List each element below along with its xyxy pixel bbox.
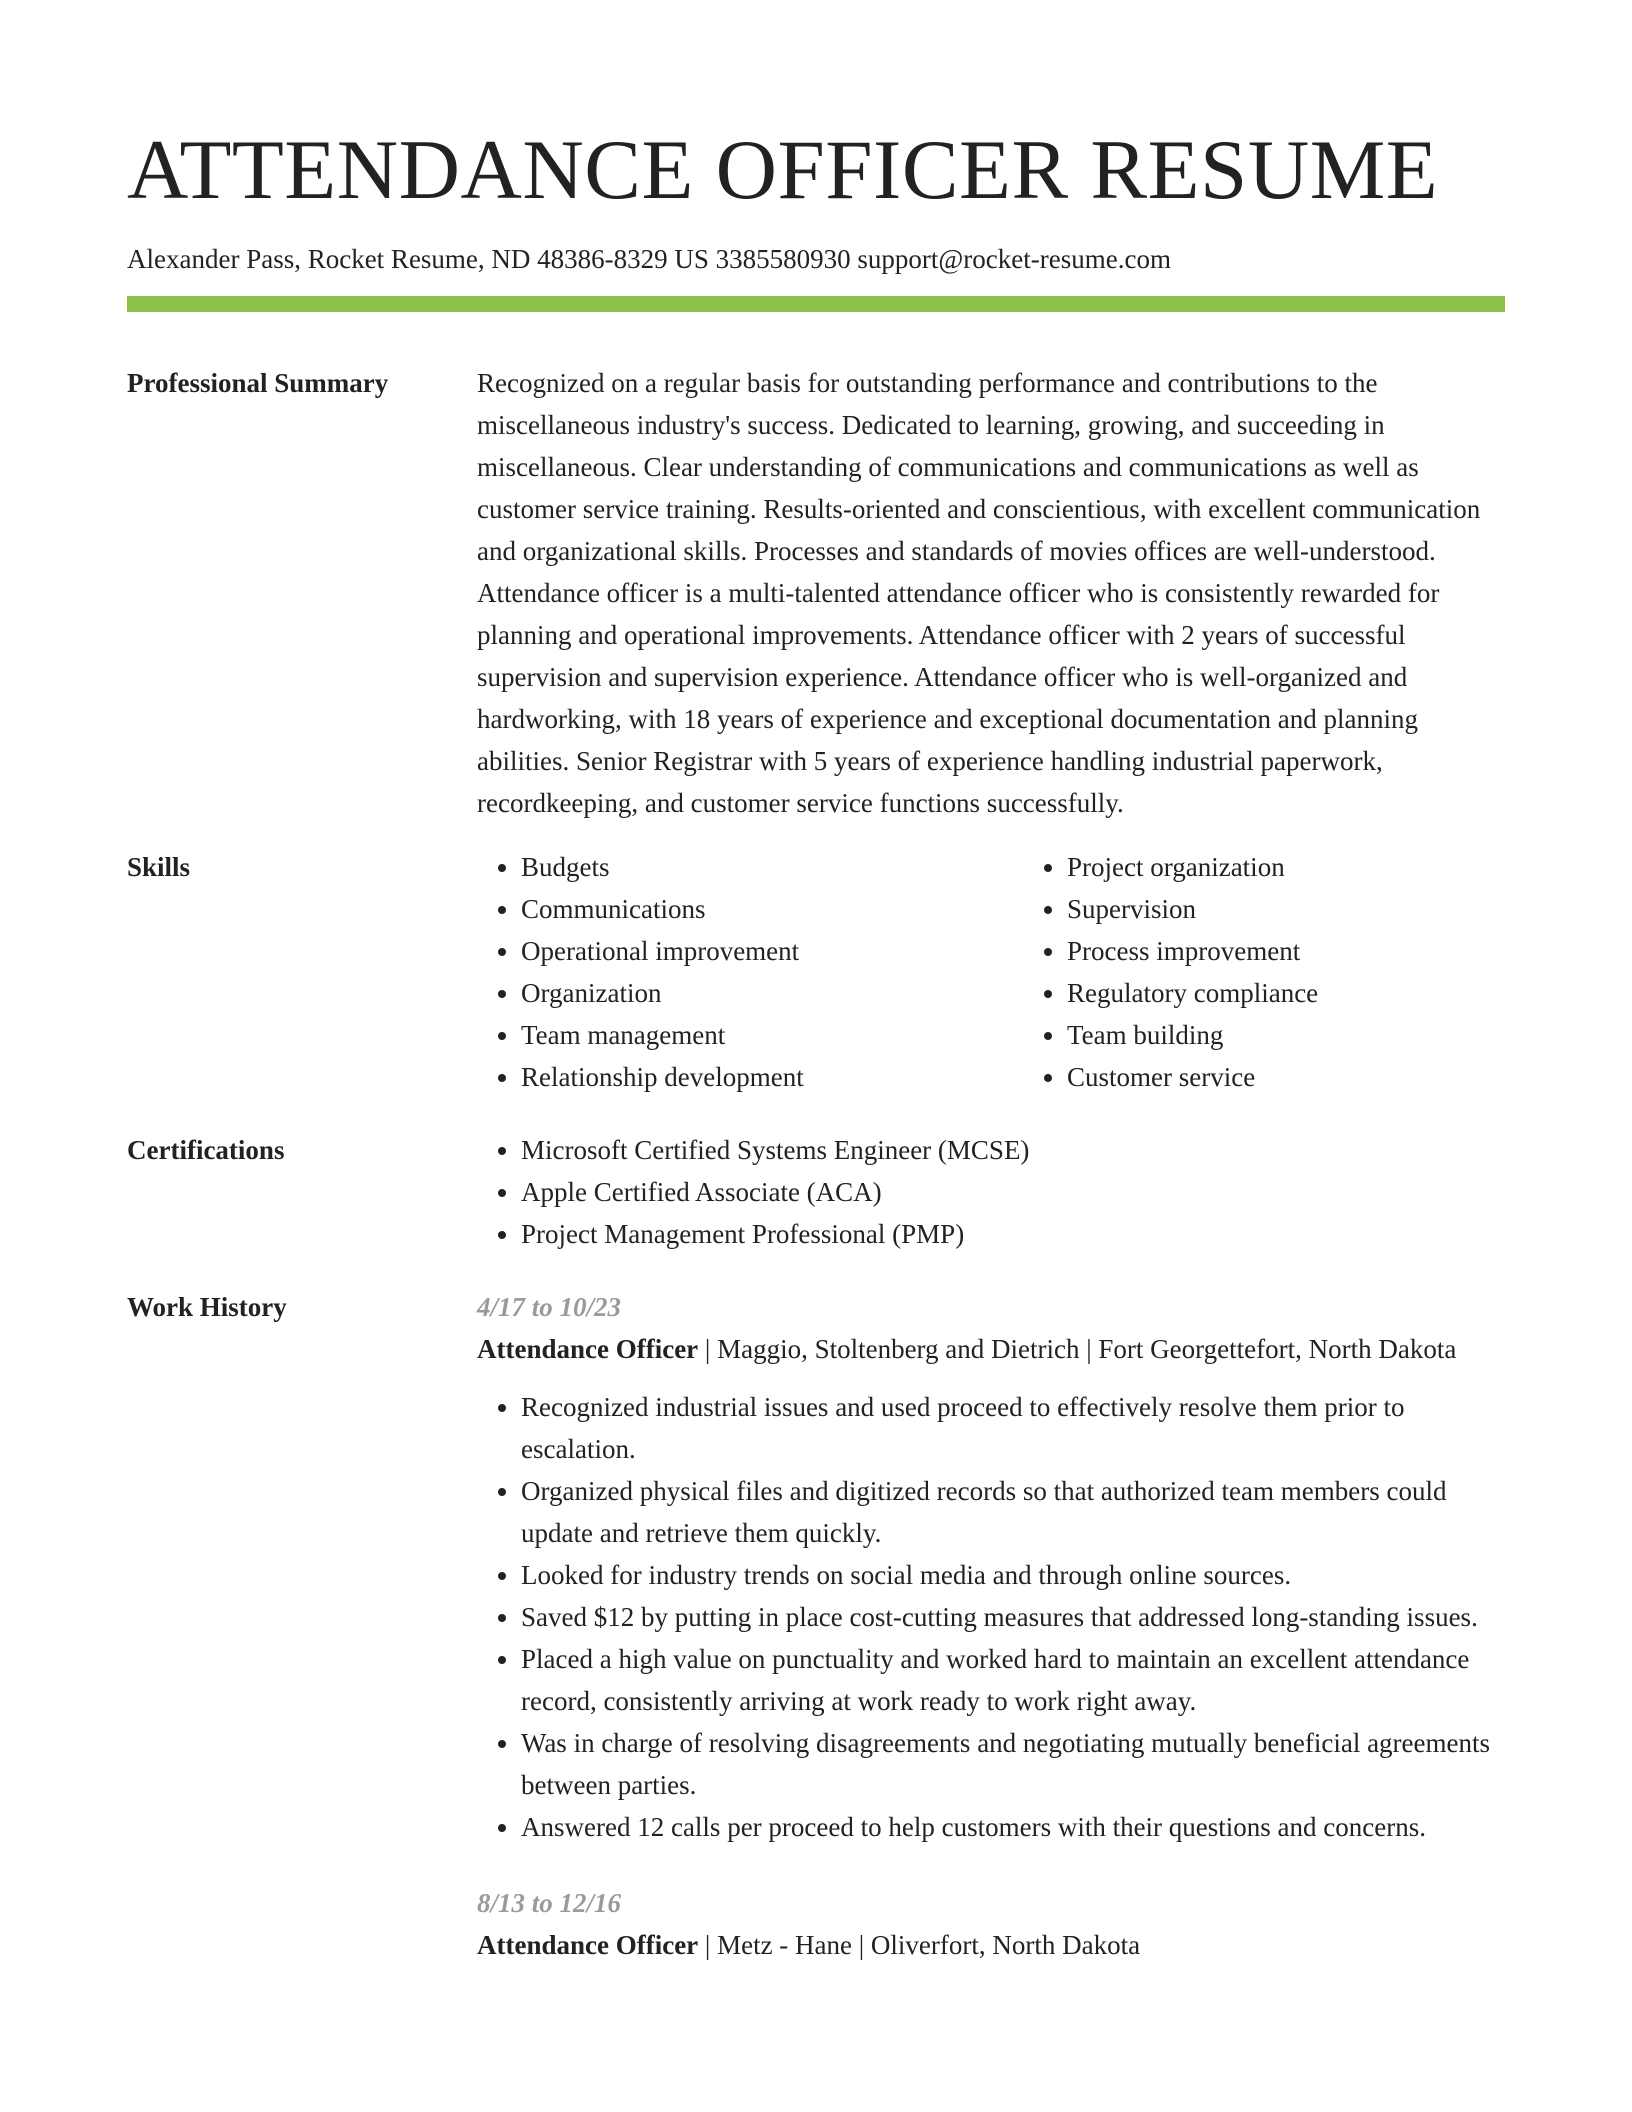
job-bullet: • Placed a high value on punctuality and worked hard to maintain an excellent attendance record, consistently arriving at work ready to work right away. xyxy=(521,1638,1505,1722)
job-entry xyxy=(477,1882,1505,1966)
skills-grid xyxy=(477,846,1569,1098)
skill-item: • Supervision xyxy=(1067,888,1569,930)
skills-body xyxy=(477,846,1569,1098)
certification-item: • Project Management Professional (PMP) xyxy=(521,1213,1505,1255)
certifications-list xyxy=(477,1129,1505,1255)
resume-title: ATTENDANCE OFFICER RESUME xyxy=(127,123,1439,217)
job-title: Attendance Officer xyxy=(477,1930,699,1960)
section-label-certifications: Certifications xyxy=(127,1135,285,1165)
job-entry xyxy=(477,1286,1505,1848)
contact-line: Alexander Pass, Rocket Resume, ND 48386-8329 US 3385580930 support@rocket-resume.com xyxy=(127,244,1171,274)
skill-item: • Project organization xyxy=(1067,846,1569,888)
summary-body xyxy=(477,362,1505,824)
job-title: Attendance Officer xyxy=(477,1334,699,1364)
skill-item: • Team management xyxy=(521,1014,1023,1056)
certifications-section xyxy=(127,1129,1505,1255)
summary-section xyxy=(127,362,1505,824)
job-bullet-list xyxy=(477,1386,1505,1848)
skill-item: • Regulatory compliance xyxy=(1067,972,1569,1014)
job-details: | Maggio, Stoltenberg and Dietrich | Fort Georgettefort, North Dakota xyxy=(698,1334,1457,1364)
job-heading xyxy=(477,1328,1505,1370)
skill-item: • Operational improvement xyxy=(521,930,1023,972)
skills-right-list xyxy=(1023,846,1569,1098)
job-date: 8/13 to 12/16 xyxy=(477,1888,622,1918)
job-bullet: • Recognized industrial issues and used proceed to effectively resolve them prior to escalation. xyxy=(521,1386,1505,1470)
section-label-skills: Skills xyxy=(127,852,191,882)
skill-item: • Relationship development xyxy=(521,1056,1023,1098)
skills-section xyxy=(127,846,1505,1098)
job-heading xyxy=(477,1924,1505,1966)
skills-left-list xyxy=(477,846,1023,1098)
skill-item: • Process improvement xyxy=(1067,930,1569,972)
job-bullet: • Organized physical files and digitized records so that authorized team members could update and retrieve them quickly. xyxy=(521,1470,1505,1554)
job-bullet: • Saved $12 by putting in place cost-cutting measures that addressed long-standing issues. xyxy=(521,1596,1505,1638)
skill-item: • Budgets xyxy=(521,846,1023,888)
job-bullet: • Answered 12 calls per proceed to help customers with their questions and concerns. xyxy=(521,1806,1505,1848)
job-bullet: • Was in charge of resolving disagreements and negotiating mutually beneficial agreements between parties. xyxy=(521,1722,1505,1806)
skill-item: • Team building xyxy=(1067,1014,1569,1056)
summary-text: Recognized on a regular basis for outstanding performance and contributions to the miscellaneous industry's success. Dedicated to learning, growing, and succeeding in miscellaneous. Clear understanding of communications and communications as well as customer service training. Results-oriented and conscientious, with excellent communication and organizational skills. Processes and standards of movies offices are well-understood. Attendance officer is a multi-talented attendance officer who is consistently rewarded for planning and operational improvements. Attendance officer with 2 years of successful supervision and supervision experience. Attendance officer who is well-organized and hardworking, with 18 years of experience and exceptional documentation and planning abilities. Senior Registrar with 5 years of experience handling industrial paperwork, recordkeeping, and customer service functions successfully. xyxy=(477,368,1481,818)
job-bullet: • Looked for industry trends on social media and through online sources. xyxy=(521,1554,1505,1596)
certifications-body xyxy=(477,1129,1505,1255)
skill-item: • Communications xyxy=(521,888,1023,930)
work-history-section xyxy=(127,1286,1505,1966)
skill-item: • Customer service xyxy=(1067,1056,1569,1098)
certification-item: • Microsoft Certified Systems Engineer (MCSE) xyxy=(521,1129,1505,1171)
header-divider xyxy=(127,296,1505,312)
job-details: | Metz - Hane | Oliverfort, North Dakota xyxy=(698,1930,1141,1960)
job-date: 4/17 to 10/23 xyxy=(477,1292,622,1322)
certification-item: • Apple Certified Associate (ACA) xyxy=(521,1171,1505,1213)
skill-item: • Organization xyxy=(521,972,1023,1014)
section-label-summary: Professional Summary xyxy=(127,368,389,398)
section-label-work-history: Work History xyxy=(127,1292,287,1322)
work-history-body xyxy=(477,1286,1505,1966)
